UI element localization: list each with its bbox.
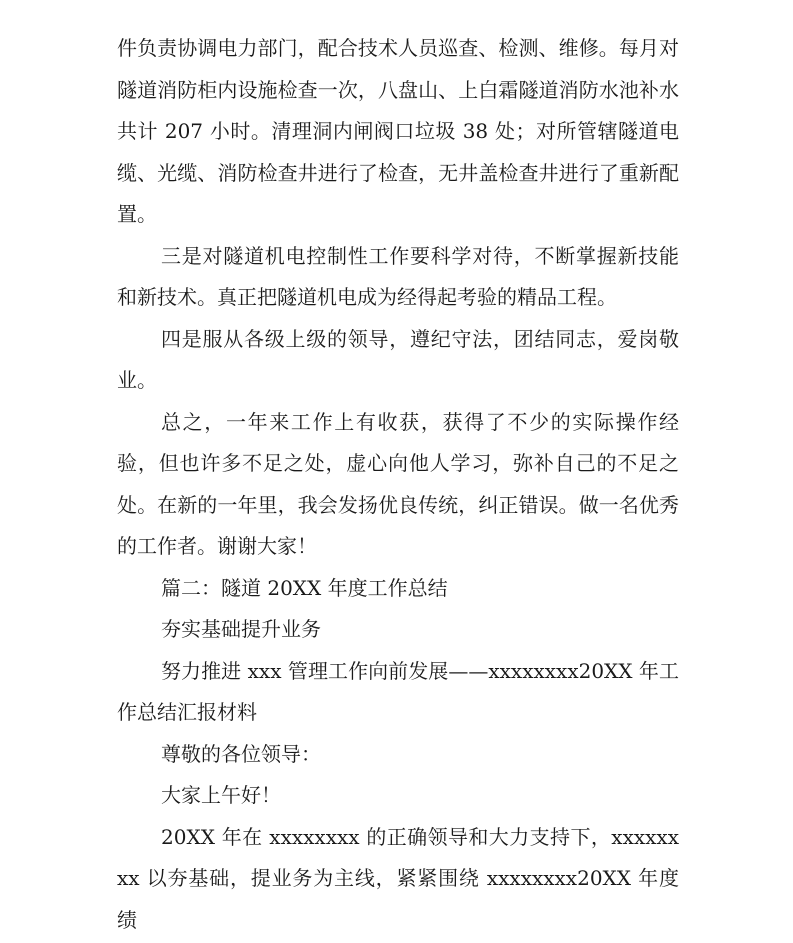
paragraph-point-four: 四是服从各级上级的领导，遵纪守法，团结同志，爱岗敬业。	[117, 326, 679, 392]
document-body	[117, 28, 679, 941]
paragraph-intro: 20XX 年在 xxxxxxxx 的正确领导和大力支持下，xxxxxxxx 以夯基础，提业务为主线，紧紧围绕 xxxxxxxx20XX 年度绩	[117, 824, 679, 932]
section-subtitle: 夯实基础提升业务	[161, 617, 321, 641]
report-title: 努力推进 xxx 管理工作向前发展——xxxxxxxx20XX 年工作总结汇报材料	[117, 658, 679, 724]
paragraph-conclusion: 总之，一年来工作上有收获，获得了不少的实际操作经验，但也许多不足之处，虚心向他人学习，弥补自己的不足之处。在新的一年里，我会发扬优良传统，纠正错误。做一名优秀的工作者。谢谢大家！	[117, 409, 679, 558]
greeting: 大家上午好！	[161, 783, 281, 807]
paragraph-point-three: 三是对隧道机电控制性工作要科学对待，不断掌握新技能和新技术。真正把隧道机电成为经得起考验的精品工程。	[117, 243, 679, 309]
paragraph-maintenance: 件负责协调电力部门，配合技术人员巡查、检测、维修。每月对隧道消防柜内设施检查一次，八盘山、上白霜隧道消防水池补水共计 207 小时。清理洞内闸阀口垃圾 38 处；对所管辖隧道电缆、光缆、消防检查井进行了检查，无井盖检查井进行了重新配置。	[117, 36, 679, 226]
section-heading: 篇二：隧道 20XX 年度工作总结	[161, 575, 448, 600]
salutation: 尊敬的各位领导：	[161, 741, 321, 766]
